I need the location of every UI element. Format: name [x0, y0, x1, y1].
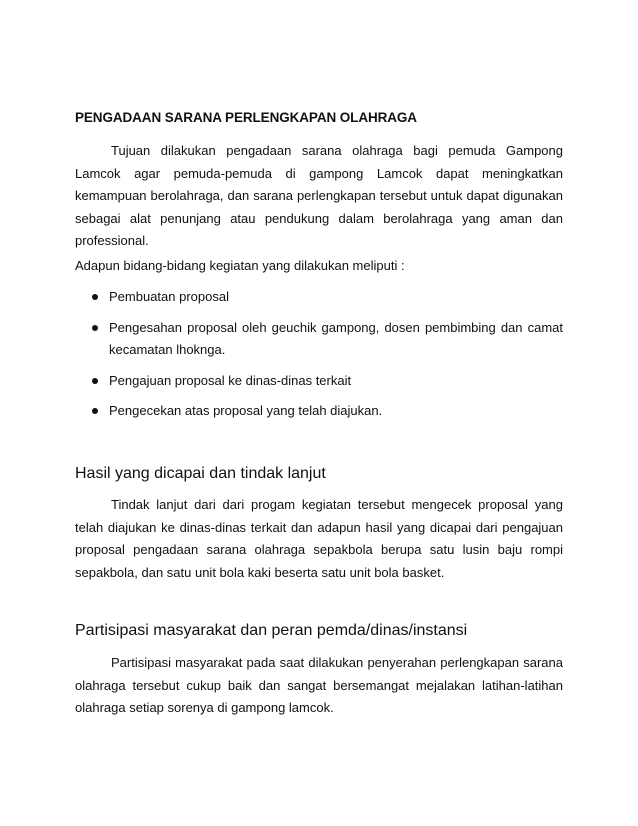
- list-item-text: Pembuatan proposal: [109, 289, 229, 304]
- list-item-text: Pengesahan proposal oleh geuchik gampong, dosen pembimbing dan camat kecamatan lhoknga.: [109, 319, 563, 357]
- bullet-icon: [92, 378, 98, 384]
- bullet-icon: [92, 325, 98, 331]
- list-item: [75, 370, 563, 393]
- list-intro-text: Adapun bidang-bidang kegiatan yang dilakukan meliputi :: [75, 258, 405, 273]
- bullet-icon: [92, 294, 98, 300]
- hasil-paragraph: Tindak lanjut dari dari progam kegiatan tersebut mengecek proposal yang telah diajukan ke dinas-dinas terkait dan adapun hasil yang dicapai dari pengajuan proposal pengadaan sarana olahraga sepakbola berupa satu lusin baju rompi sepakbola, dan satu unit bola kaki beserta satu unit bola basket.: [75, 497, 563, 580]
- list-item: [75, 400, 563, 423]
- section-title-partisipasi: Partisipasi masyarakat dan peran pemda/dinas/instansi: [75, 622, 468, 639]
- list-item-text: Pengecekan atas proposal yang telah diajukan.: [109, 403, 383, 418]
- list-item-text: Pengajuan proposal ke dinas-dinas terkait: [109, 372, 352, 388]
- section-title-hasil: Hasil yang dicapai dan tindak lanjut: [75, 465, 326, 482]
- intro-paragraph: Tujuan dilakukan pengadaan sarana olahraga bagi pemuda Gampong Lamcok agar pemuda-pemuda di gampong Lamcok dapat meningkatkan kemampuan berolahraga, dan sarana perlengkapan tersebut untuk dapat digunakan sebagai alat penunjang atau pendukung dalam berolahraga yang aman dan professional.: [75, 143, 563, 248]
- list-item: [75, 286, 563, 309]
- list-item: [75, 317, 563, 362]
- partisipasi-paragraph: Partisipasi masyarakat pada saat dilakukan penyerahan perlengkapan sarana olahraga tersebut cukup baik dan sangat bersemangat mejalakan latihan-latihan olahraga setiap sorenya di gampong lamcok.: [75, 655, 563, 715]
- bullet-icon: [92, 408, 98, 414]
- section-title-pengadaan: PENGADAAN SARANA PERLENGKAPAN OLAHRAGA: [75, 110, 417, 125]
- activity-list: [75, 278, 563, 423]
